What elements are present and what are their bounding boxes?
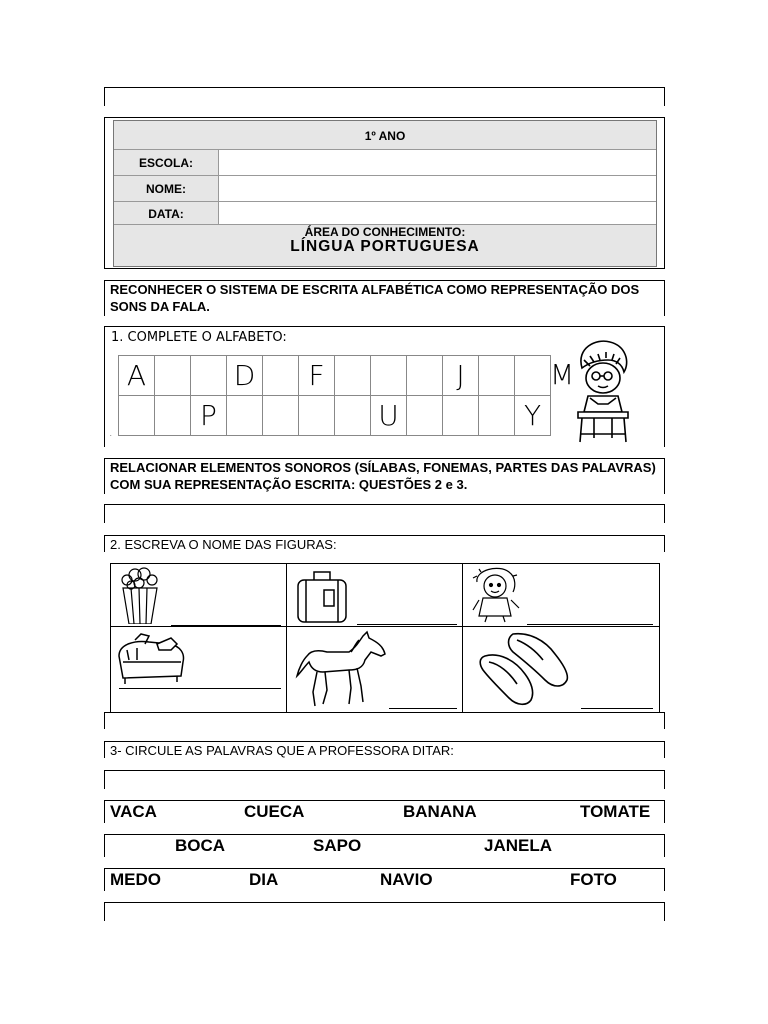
- sofa-icon: [115, 632, 189, 684]
- grade-row: [114, 121, 656, 150]
- doll-icon: [469, 566, 525, 624]
- answer-line: [119, 688, 281, 689]
- objective1-text: RECONHECER O SISTEMA DE ESCRITA ALFABÉTICA COMO REPRESENTAÇÃO DOS SONS DA FALA.: [110, 282, 640, 314]
- q2-title: 2. ESCREVA O NOME DAS FIGURAS:: [110, 537, 337, 552]
- small-mark: .: [110, 432, 112, 438]
- word-item[interactable]: NAVIO: [380, 870, 433, 889]
- alphabet-cell[interactable]: [299, 396, 335, 436]
- word-item[interactable]: CUECA: [244, 802, 305, 821]
- word-item[interactable]: MEDO: [110, 870, 161, 889]
- alphabet-cell[interactable]: [335, 396, 371, 436]
- words-row-3: [104, 868, 665, 891]
- answer-line: [171, 625, 281, 626]
- grid-divider: [462, 564, 463, 712]
- shoes-icon: [473, 630, 571, 708]
- header-table: [113, 120, 657, 267]
- alphabet-cell[interactable]: [155, 396, 191, 436]
- popcorn-icon: [117, 566, 161, 624]
- alphabet-cell[interactable]: [371, 356, 407, 396]
- spacer-box-4: [104, 770, 665, 789]
- name-label: NOME:: [146, 182, 186, 196]
- grid-divider: [286, 564, 287, 712]
- word-item[interactable]: BOCA: [175, 836, 226, 855]
- figures-grid: [110, 563, 660, 713]
- answer-line: [389, 708, 457, 709]
- q3-box: [104, 741, 665, 758]
- spacer-box-3: [104, 712, 665, 729]
- date-field[interactable]: [218, 202, 656, 224]
- alphabet-cell[interactable]: F: [299, 356, 335, 396]
- grade-label: 1º ANO: [364, 129, 406, 143]
- words-row-1: [104, 800, 665, 823]
- alphabet-cell-m: M: [550, 358, 575, 391]
- school-row: [114, 150, 656, 176]
- horse-icon: [293, 630, 387, 708]
- word-item[interactable]: FOTO: [570, 870, 617, 889]
- answer-line: [581, 708, 653, 709]
- child-on-stool-icon: [568, 338, 634, 444]
- date-row: [114, 202, 656, 225]
- answer-line: [357, 624, 457, 625]
- subject-label: LÍNGUA PORTUGUESA: [290, 238, 480, 255]
- name-row: [114, 176, 656, 202]
- word-item[interactable]: BANANA: [403, 802, 477, 821]
- alphabet-cell[interactable]: [155, 356, 191, 396]
- date-label: DATA:: [148, 207, 184, 221]
- grid-divider: [111, 626, 659, 627]
- alphabet-cell[interactable]: [443, 396, 479, 436]
- top-spacer-box: [104, 87, 665, 106]
- word-item[interactable]: TOMATE: [580, 802, 651, 821]
- name-field[interactable]: [218, 176, 656, 201]
- area-label: ÁREA DO CONHECIMENTO:: [304, 225, 466, 239]
- suitcase-icon: [294, 568, 350, 624]
- alphabet-cell[interactable]: [263, 396, 299, 436]
- alphabet-cell[interactable]: [119, 396, 155, 436]
- word-item[interactable]: VACA: [110, 802, 157, 821]
- alphabet-cell[interactable]: Y: [515, 396, 551, 436]
- school-label: ESCOLA:: [139, 156, 193, 170]
- alphabet-cell[interactable]: P: [191, 396, 227, 436]
- alphabet-cell[interactable]: A: [119, 356, 155, 396]
- alphabet-cell[interactable]: U: [371, 396, 407, 436]
- word-item[interactable]: DIA: [249, 870, 279, 889]
- alphabet-cell[interactable]: [515, 356, 551, 396]
- alphabet-table: [118, 355, 551, 436]
- alphabet-row-2: [119, 396, 551, 436]
- answer-line: [527, 624, 653, 625]
- q2-box: [104, 535, 665, 552]
- words-row-2: [104, 834, 665, 857]
- alphabet-cell[interactable]: [479, 356, 515, 396]
- alphabet-cell[interactable]: [335, 356, 371, 396]
- objective1-box: [104, 280, 665, 316]
- alphabet-cell[interactable]: [227, 396, 263, 436]
- alphabet-cell[interactable]: [263, 356, 299, 396]
- alphabet-cell[interactable]: [191, 356, 227, 396]
- school-field[interactable]: [218, 150, 656, 175]
- q1-title: 1. COMPLETE O ALFABETO:: [111, 330, 287, 345]
- word-item[interactable]: SAPO: [313, 836, 362, 855]
- alphabet-cell[interactable]: D: [227, 356, 263, 396]
- objective2-box: [104, 458, 665, 494]
- objective2-text: RELACIONAR ELEMENTOS SONOROS (SÍLABAS, FONEMAS, PARTES DAS PALAVRAS) COM SUA REPRESENTAÇÃO ESCRITA: QUESTÕES 2 e 3.: [110, 460, 656, 492]
- alphabet-cell[interactable]: [479, 396, 515, 436]
- alphabet-cell[interactable]: J: [443, 356, 479, 396]
- alphabet-cell[interactable]: [407, 356, 443, 396]
- spacer-box-2: [104, 504, 665, 523]
- alphabet-cell[interactable]: [407, 396, 443, 436]
- alphabet-row-1: [119, 356, 551, 396]
- q3-title: 3- CIRCULE AS PALAVRAS QUE A PROFESSORA DITAR:: [110, 743, 454, 758]
- bottom-spacer-box: [104, 902, 665, 921]
- word-item[interactable]: JANELA: [484, 836, 553, 855]
